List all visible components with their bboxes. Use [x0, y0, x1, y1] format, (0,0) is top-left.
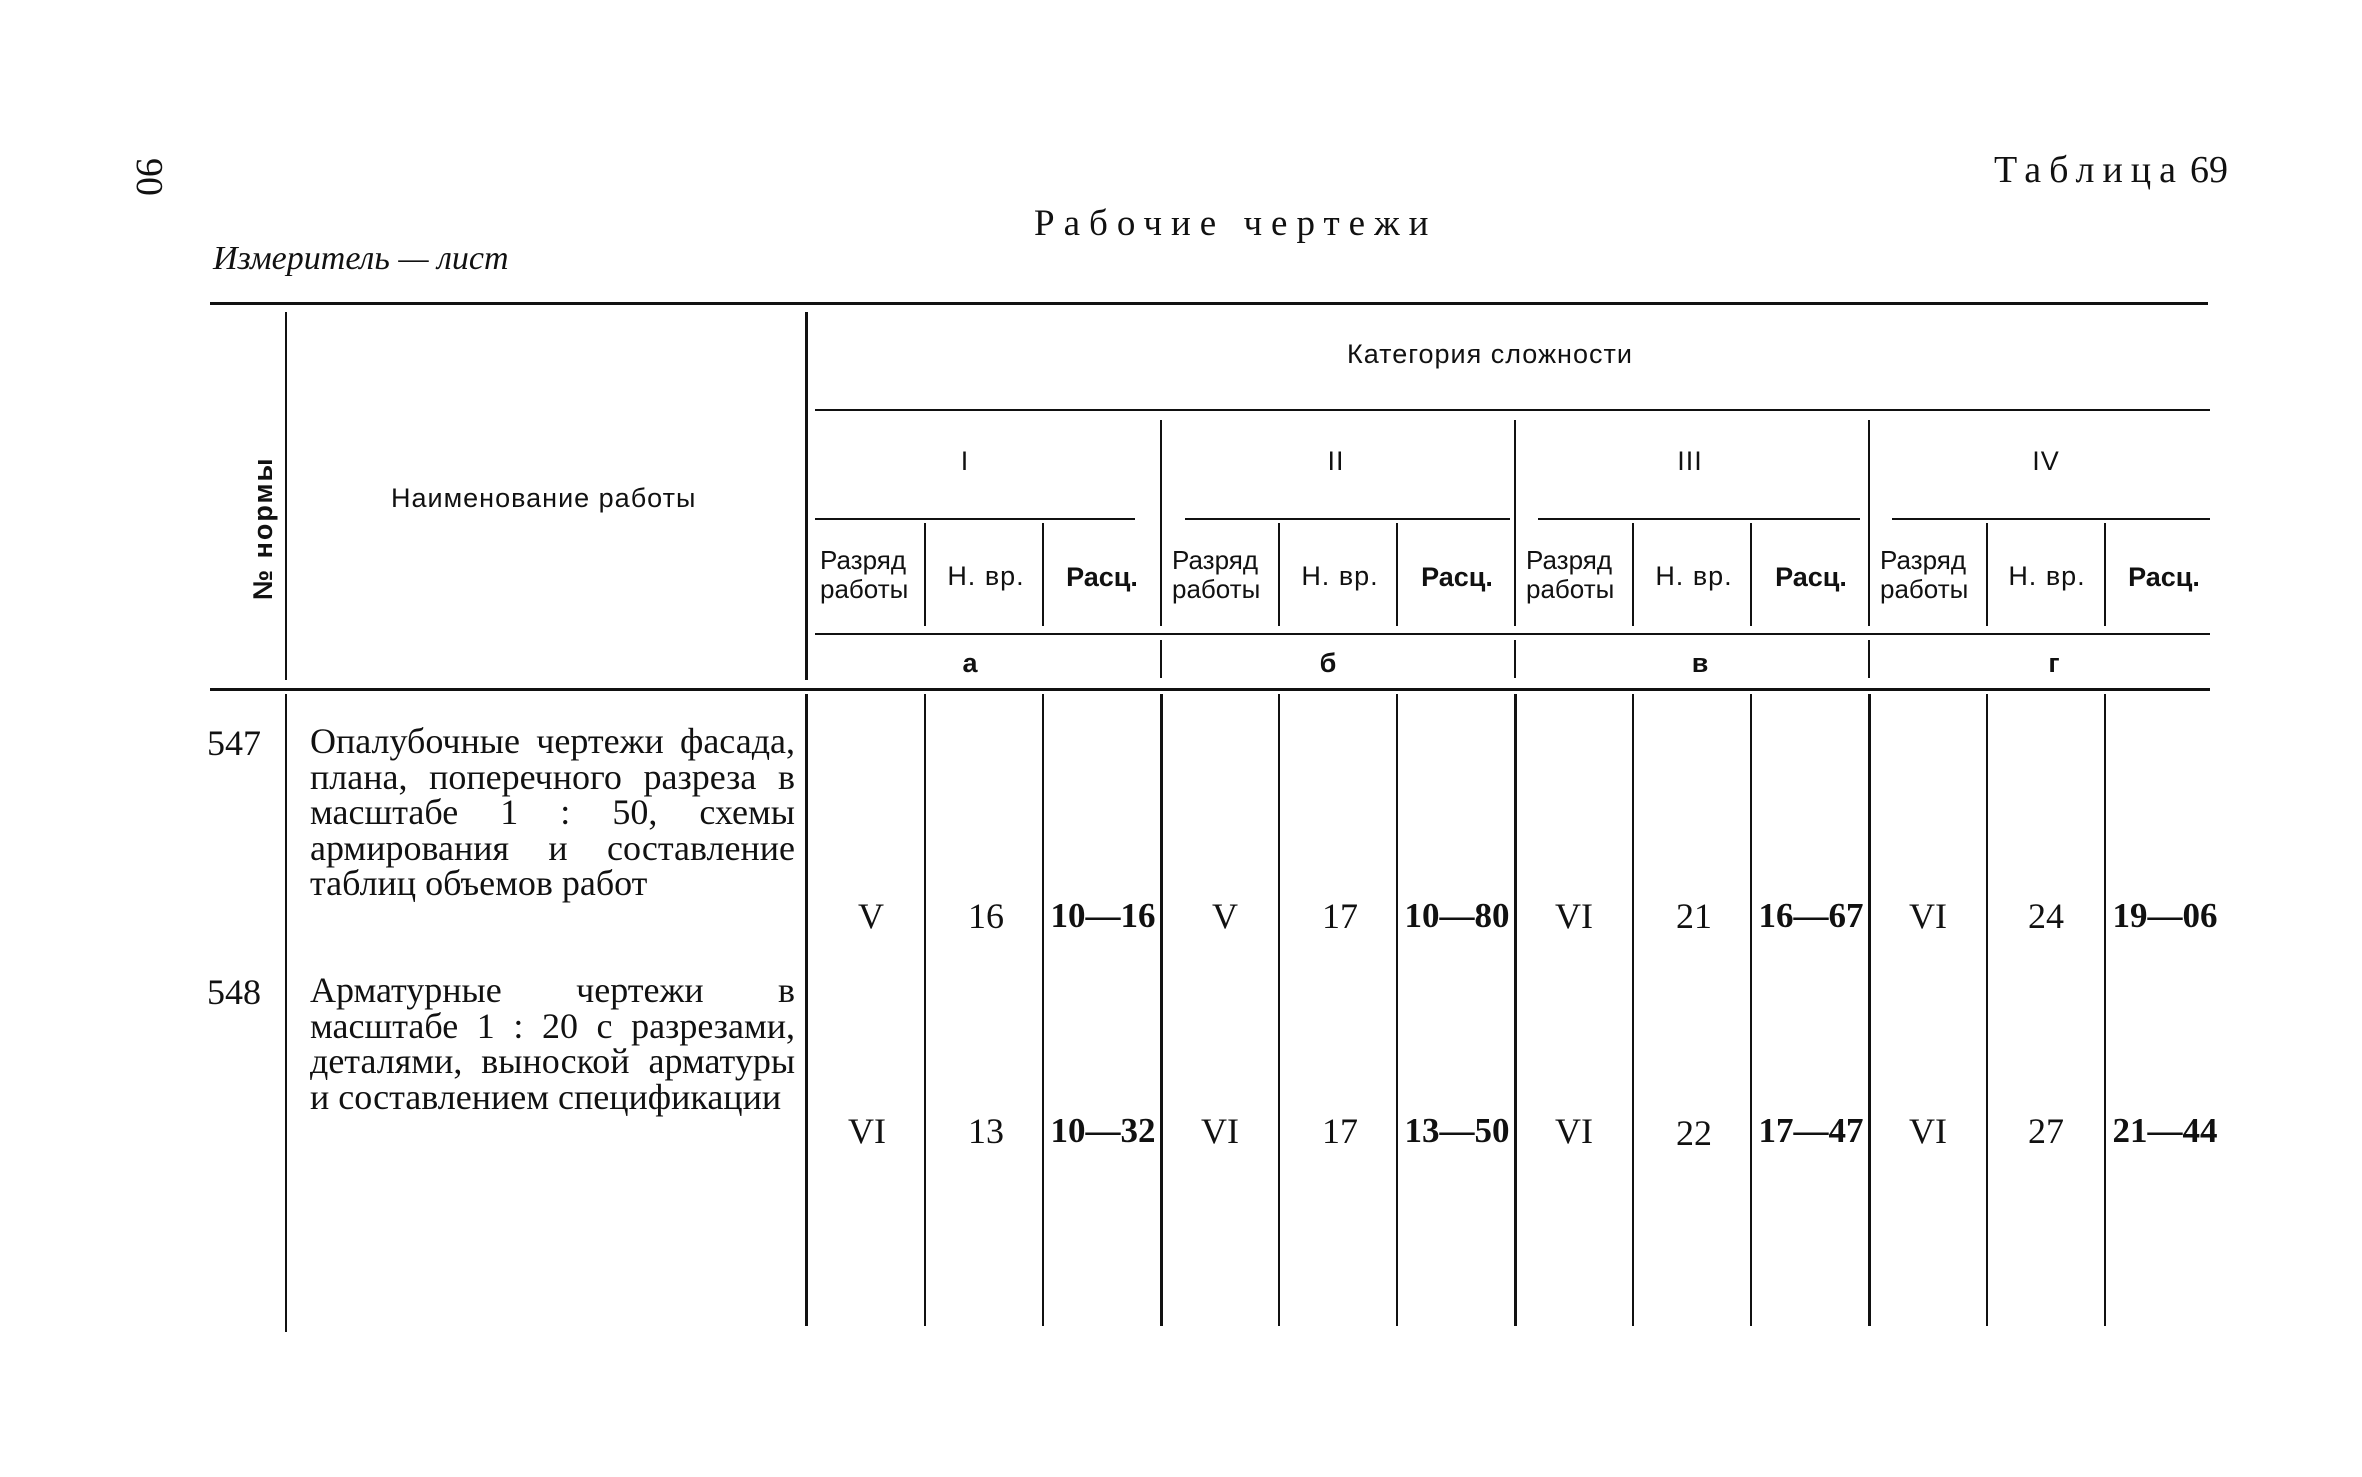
col-rule — [1750, 694, 1752, 1326]
time-cell: 13 — [968, 1111, 1004, 1151]
table-label — [1994, 148, 2228, 192]
grade-header — [1526, 546, 1614, 604]
rate-header: Расц. — [1421, 562, 1493, 592]
complexity-category-header: Категория сложности — [1347, 339, 1633, 369]
col-rule — [1986, 694, 1988, 1326]
table-number: 69 — [2190, 149, 2228, 191]
table-top-rule — [210, 302, 2208, 305]
grade-cell: VI — [848, 1111, 886, 1151]
cat4-rule — [1892, 518, 2210, 520]
cat3-rule — [1538, 518, 1860, 520]
measure-unit: Измеритель — лист — [213, 240, 509, 277]
rate-cell: 13—50 — [1404, 1111, 1510, 1150]
category-roman: II — [1327, 446, 1345, 476]
cat1-rule — [815, 518, 1135, 520]
col-rule — [1042, 523, 1044, 626]
grade-cell: VI — [1555, 1111, 1593, 1151]
grade-cell: VI — [1909, 896, 1947, 936]
col-rule — [805, 694, 808, 1326]
rate-cell: 10—16 — [1050, 896, 1156, 935]
col-rule — [1750, 523, 1752, 626]
rate-cell: 10—32 — [1050, 1111, 1156, 1150]
page-title: Рабочие чертежи — [1034, 203, 1438, 244]
norm-number-header: № нормы — [248, 456, 278, 600]
time-cell: 21 — [1676, 896, 1712, 936]
col-rule — [1160, 640, 1162, 678]
row-description: Арматурные чертежи в масштабе 1 : 20 с разрезами, деталями, выноской арматуры и составлением спецификации — [310, 970, 795, 1117]
col-rule — [1278, 694, 1280, 1326]
col-rule — [1042, 694, 1044, 1326]
grade-cell: VI — [1555, 896, 1593, 936]
col-rule — [924, 523, 926, 626]
grade-header-line: Разряд — [1172, 545, 1258, 575]
subhead-rule — [815, 633, 2210, 635]
col-rule — [1514, 420, 1516, 626]
col-rule — [1278, 523, 1280, 626]
time-header: Н. вр. — [947, 561, 1025, 591]
grade-header — [820, 546, 908, 604]
grade-header-line: работы — [1880, 574, 1969, 604]
time-cell: 17 — [1322, 1111, 1358, 1151]
col-rule — [1160, 420, 1162, 626]
grade-header-line: работы — [1172, 574, 1261, 604]
col-rule — [805, 312, 808, 680]
grade-cell: VI — [1201, 1111, 1239, 1151]
header-bottom-rule — [210, 688, 2210, 691]
grade-header — [1172, 546, 1260, 604]
time-cell: 17 — [1322, 896, 1358, 936]
category-letter: а — [962, 648, 978, 678]
grade-header-line: Разряд — [1880, 545, 1966, 575]
time-cell: 24 — [2028, 896, 2064, 936]
rate-cell: 17—47 — [1758, 1111, 1864, 1150]
col-rule — [1986, 523, 1988, 626]
col-rule — [1396, 523, 1398, 626]
category-rule — [815, 409, 2210, 411]
time-header: Н. вр. — [2008, 561, 2086, 591]
grade-header-line: работы — [1526, 574, 1615, 604]
col-rule — [924, 694, 926, 1326]
grade-header — [1880, 546, 1968, 604]
grade-cell: VI — [1909, 1111, 1947, 1151]
time-header: Н. вр. — [1655, 561, 1733, 591]
rate-cell: 10—80 — [1404, 896, 1510, 935]
grade-header-line: работы — [820, 574, 909, 604]
time-cell: 16 — [968, 896, 1004, 936]
col-rule — [1868, 420, 1870, 626]
category-roman: I — [960, 446, 970, 476]
row-description: Опалубочные чертежи фасада, плана, поперечного разреза в масштабе 1 : 50, схемы армирования и составление таблиц объемов работ — [310, 721, 795, 903]
cat2-rule — [1185, 518, 1510, 520]
col-rule — [1514, 694, 1517, 1326]
rate-cell: 19—06 — [2112, 896, 2218, 935]
grade-cell: V — [1212, 896, 1238, 936]
col-rule — [285, 694, 287, 1332]
category-letter: г — [2048, 648, 2060, 678]
col-rule — [2104, 694, 2106, 1326]
col-rule — [1396, 694, 1398, 1326]
rate-header: Расц. — [2128, 562, 2200, 592]
rate-cell: 16—67 — [1758, 896, 1864, 935]
col-rule — [285, 312, 287, 680]
grade-header-line: Разряд — [1526, 545, 1612, 575]
category-roman: IV — [2032, 446, 2060, 476]
col-rule — [1632, 523, 1634, 626]
rate-header: Расц. — [1775, 562, 1847, 592]
category-letter: в — [1691, 648, 1709, 678]
category-letter: б — [1319, 648, 1337, 678]
col-rule — [2104, 523, 2106, 626]
page-number: 90 — [128, 158, 170, 196]
col-rule — [1868, 640, 1870, 678]
time-header: Н. вр. — [1301, 561, 1379, 591]
time-cell: 22 — [1676, 1113, 1712, 1153]
col-rule — [1160, 694, 1163, 1326]
category-roman: III — [1677, 446, 1703, 476]
row-number: 548 — [207, 972, 261, 1012]
work-name-header: Наименование работы — [391, 483, 697, 513]
grade-cell: V — [858, 896, 884, 936]
col-rule — [1632, 694, 1634, 1326]
rate-header: Расц. — [1066, 562, 1138, 592]
grade-header-line: Разряд — [820, 545, 906, 575]
col-rule — [1868, 694, 1871, 1326]
rate-cell: 21—44 — [2112, 1111, 2218, 1150]
time-cell: 27 — [2028, 1111, 2064, 1151]
row-number: 547 — [207, 723, 261, 763]
table-label-text: Таблица — [1993, 149, 2184, 191]
col-rule — [1514, 640, 1516, 678]
